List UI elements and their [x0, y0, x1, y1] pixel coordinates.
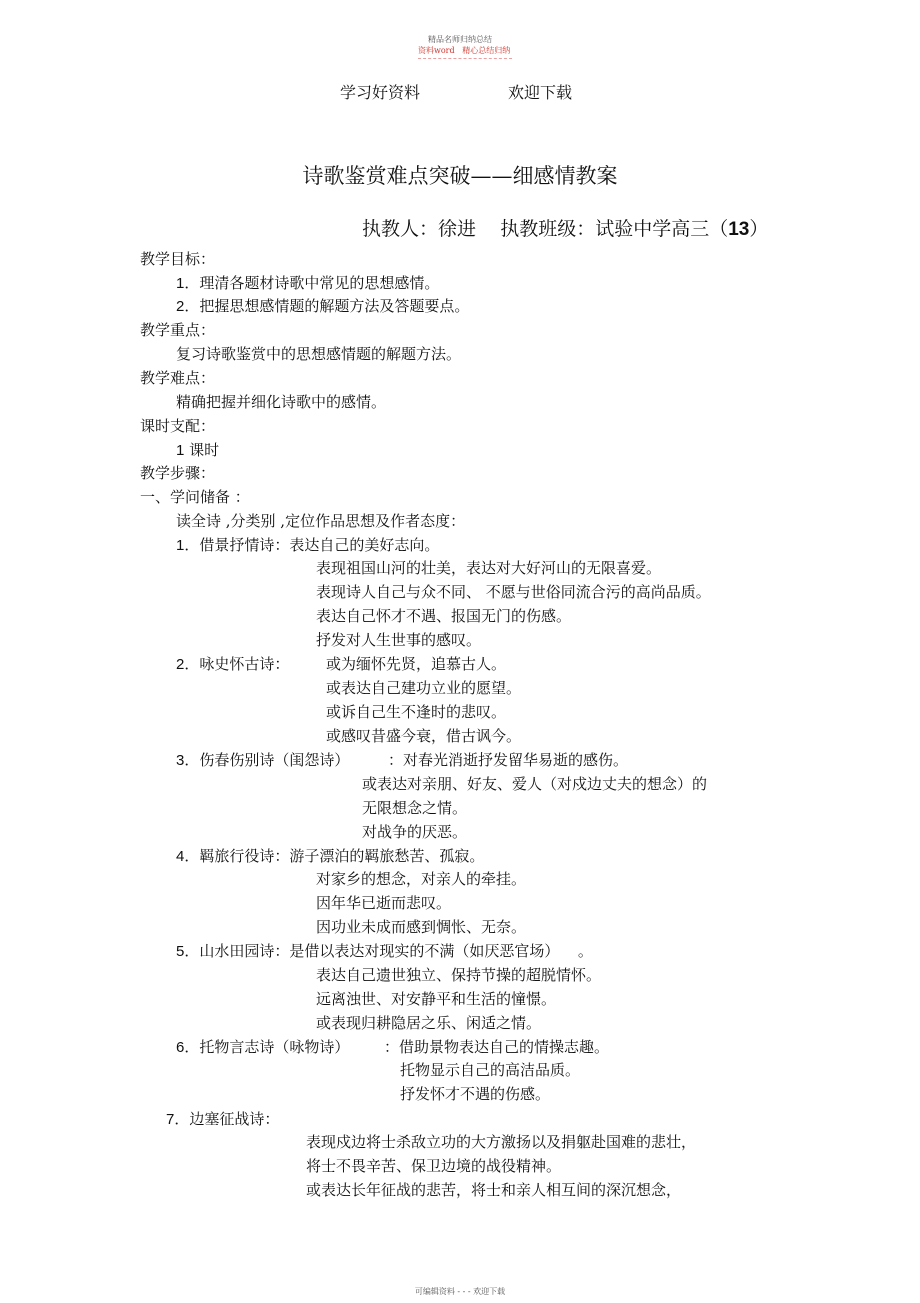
category-4-number: 4．: [176, 848, 200, 865]
category-3-line2: 或表达对亲朋、好友、爱人（对戍边丈夫的想念）的: [362, 775, 708, 793]
category-6-label: 托物言志诗（咏物诗）: [199, 1038, 350, 1056]
category-5-line4: 或表现归耕隐居之乐、闲适之情。: [316, 1014, 542, 1032]
category-1-line3: 表现诗人自己与众不同、 不愿与世俗同流合污的高尚品质。: [316, 583, 711, 601]
category-4: [176, 845, 484, 868]
category-1-line1: 表达自己的美好志向。: [289, 536, 440, 554]
category-5: [176, 940, 593, 963]
focus-heading: 教学重点：: [140, 321, 216, 339]
category-7: [166, 1108, 279, 1131]
difficulty-text: 精确把握并细化诗歌中的感情。: [176, 393, 387, 411]
category-5-label: 山水田园诗：: [199, 942, 290, 960]
hours-unit: 课时: [189, 441, 220, 459]
goal-2-number: 2．: [176, 298, 200, 315]
category-5-line2: 表达自己遗世独立、保持节操的超脱情怀。: [316, 966, 602, 984]
category-7-line2: 将士不畏辛苦、保卫边境的战役精神。: [306, 1157, 562, 1175]
part1-intro: 读全诗 ,分类别 ,定位作品思想及作者态度：: [176, 512, 466, 530]
category-6-number: 6．: [176, 1039, 200, 1056]
category-2-line1: 或为缅怀先贤，追慕古人。: [326, 655, 507, 673]
category-5-line1: 是借以表达对现实的不满（如厌恶官场）: [289, 942, 552, 960]
watermark-top: 精品名师归纳总结: [428, 35, 492, 44]
category-6-line1: ：借助景物表达自己的情操志趣。: [384, 1038, 610, 1056]
category-6-line3: 抒发怀才不遇的伤感。: [400, 1085, 551, 1103]
category-5-line3: 远离浊世、对安静平和生活的憧憬。: [316, 990, 557, 1008]
class-number: 13: [728, 219, 750, 240]
focus-text: 复习诗歌鉴赏中的思想感情题的解题方法。: [176, 345, 462, 363]
category-7-line1: 表现戍边将士杀敌立功的大方激扬以及捐躯赴国难的悲壮，: [306, 1133, 697, 1151]
goal-1: [176, 272, 439, 295]
category-5-line1-end: 。: [577, 942, 593, 960]
class-close: ）: [749, 218, 769, 240]
category-3-line3: 无限想念之情。: [362, 799, 468, 817]
part1-heading: 一、学问储备 ：: [140, 488, 250, 506]
category-3-label: 伤春伤别诗（闺怨诗）: [199, 751, 350, 769]
steps-heading: 教学步骤：: [140, 464, 216, 482]
header-right: 欢迎下载: [508, 83, 573, 102]
category-4-label: 羁旅行役诗：: [199, 847, 290, 865]
goal-1-text: 理清各题材诗歌中常见的思想感情。: [199, 274, 440, 292]
category-7-number: 7．: [166, 1111, 190, 1128]
category-2-line2: 或表达自己建功立业的愿望。: [326, 679, 522, 697]
category-6-line2: 托物显示自己的高洁品质。: [400, 1061, 581, 1079]
category-1-number: 1．: [176, 537, 200, 554]
category-1: [176, 534, 439, 557]
category-3-number: 3．: [176, 752, 200, 769]
watermark-red: [418, 45, 510, 56]
hours-text: [176, 439, 219, 462]
category-7-line3: 或表达长年征战的悲苦，将士和亲人相互间的深沉想念，: [306, 1181, 682, 1199]
page-title: 诗歌鉴赏难点突破——细感情教案: [302, 164, 618, 188]
category-2-line3: 或诉自己生不逢时的悲叹。: [326, 703, 507, 721]
header-left: 学习好资料: [340, 83, 421, 102]
hours-number: 1: [176, 442, 185, 459]
page-footer: 可编辑资料 - - - 欢迎下载: [414, 1287, 506, 1296]
category-2: [176, 653, 289, 676]
teacher-label: 执教人：徐进: [362, 218, 477, 240]
watermark-divider: [418, 58, 512, 59]
category-1-line4: 表达自己怀才不遇、报国无门的伤感。: [316, 607, 572, 625]
hours-heading: 课时支配：: [140, 417, 216, 435]
category-4-line3: 因年华已逝而悲叹。: [316, 894, 452, 912]
category-1-line2: 表现祖国山河的壮美，表达对大好河山的无限喜爱。: [316, 559, 662, 577]
category-4-line1: 游子漂泊的羁旅愁苦、孤寂。: [289, 847, 485, 865]
category-4-line2: 对家乡的想念，对亲人的牵挂。: [316, 870, 527, 888]
category-3-line1: ：对春光消逝抒发留华易逝的感伤。: [388, 751, 629, 769]
author-line: [362, 214, 768, 241]
goals-heading: 教学目标：: [140, 250, 216, 268]
goal-1-number: 1．: [176, 275, 200, 292]
goal-2-text: 把握思想感情题的解题方法及答题要点。: [199, 297, 470, 315]
category-2-label: 咏史怀古诗：: [199, 655, 290, 673]
category-1-line5: 抒发对人生世事的感叹。: [316, 631, 482, 649]
class-label: 执教班级：试验中学高三（: [500, 218, 729, 240]
watermark-red-right: 精心总结归纳: [462, 46, 511, 55]
category-7-label: 边塞征战诗：: [189, 1110, 280, 1128]
category-3: [176, 749, 349, 772]
difficulty-heading: 教学难点：: [140, 369, 216, 387]
category-5-number: 5．: [176, 943, 200, 960]
category-2-line4: 或感叹昔盛今衰，借古讽今。: [326, 727, 522, 745]
category-3-line4: 对战争的厌恶。: [362, 823, 468, 841]
category-6: [176, 1036, 349, 1059]
category-2-number: 2．: [176, 656, 200, 673]
category-4-line4: 因功业未成而感到惆怅、无奈。: [316, 918, 527, 936]
watermark-red-left: 资料word: [418, 46, 455, 55]
category-1-label: 借景抒情诗：: [199, 536, 290, 554]
goal-2: [176, 295, 469, 318]
